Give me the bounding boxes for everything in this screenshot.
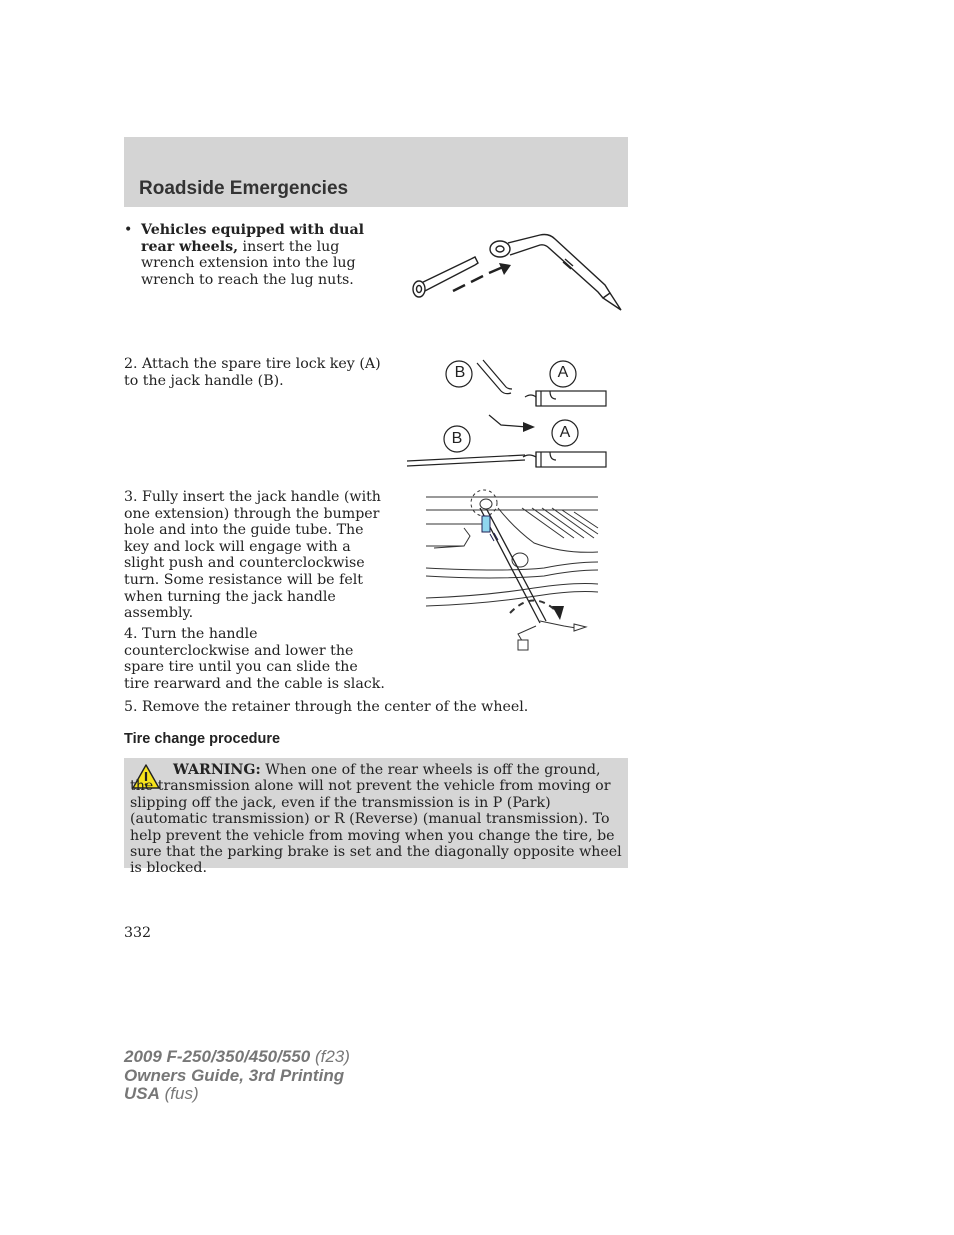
footer (124, 1048, 350, 1104)
label-b-bottom: B (451, 430, 463, 447)
warning-text (130, 762, 622, 877)
step-4-text: 4. Turn the handle counterclockwise and lower the spare tire until you can slide the tire rearward and the cable is slack. (124, 626, 385, 692)
section-title: Roadside Emergencies (139, 178, 349, 199)
tire-change-heading: Tire change procedure (124, 731, 281, 747)
bullet-bold-text: Vehicles equipped with dual rear wheels, (141, 222, 365, 255)
step-5-text: 5. Remove the retainer through the center of the wheel. (124, 699, 529, 715)
lug-wrench-illustration (405, 225, 630, 320)
page-number: 332 (124, 925, 152, 941)
bullet-item (141, 222, 376, 288)
footer-market-code: (fus) (159, 1084, 199, 1103)
footer-market: USA (124, 1084, 160, 1103)
warning-body: When one of the rear wheels is off the ground, the transmission alone will not prevent the vehicle from moving or slipping off the jack, even if the transmission is in P (Park) (automatic transmission) or R (Reverse) (manual transmission). To help prevent the vehicle from moving when you change the tire, be sure that the parking brake is set and the diagonally opposite wheel is blocked. (130, 762, 622, 877)
label-b-top: B (454, 364, 466, 381)
warning-label: WARNING: (173, 762, 261, 778)
label-a-bottom: A (559, 424, 571, 441)
bullet-symbol: • (124, 222, 133, 238)
footer-guide-edition: Owners Guide, 3rd Printing (124, 1065, 345, 1085)
step-3-text: 3. Fully insert the jack handle (with one extension) through the bumper hole and into the guide tube. The key and lock will engage with a slight push and counterclockwise turn. Some resistance will be felt when turning the jack handle assembly. (124, 489, 381, 622)
lock-key-handle-illustration (405, 355, 615, 475)
step-2-text: 2. Attach the spare tire lock key (A) to the jack handle (B). (124, 356, 381, 389)
footer-model: 2009 F-250/350/450/550 (124, 1047, 311, 1066)
bumper-jack-handle-illustration (424, 488, 604, 658)
bullet-text: insert the lug wrench extension into the lug wrench to reach the lug nuts. (141, 238, 356, 288)
footer-model-code: (f23) (310, 1047, 350, 1066)
label-a-top: A (557, 364, 569, 381)
